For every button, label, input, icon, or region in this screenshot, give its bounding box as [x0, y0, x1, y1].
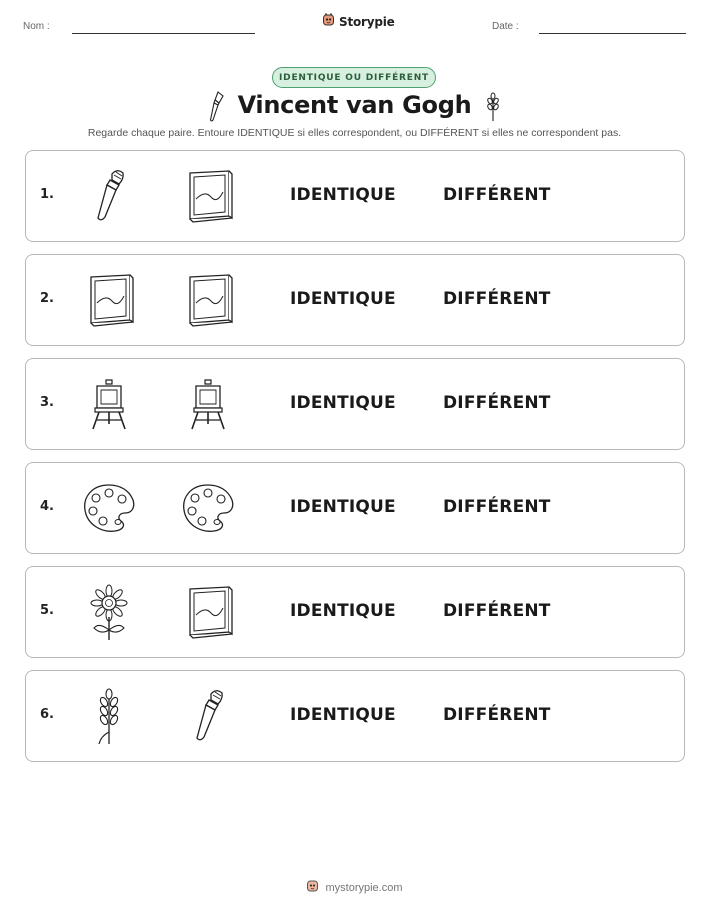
paintbrush-icon: [79, 166, 139, 226]
wheat-icon: [79, 686, 139, 746]
different-option[interactable]: DIFFÉRENT: [443, 185, 551, 205]
frame-icon: [178, 270, 238, 330]
question-row: [25, 462, 685, 554]
brand-logo: [322, 12, 395, 31]
frame-icon: [178, 582, 238, 642]
question-row: [25, 670, 685, 762]
storypie-mascot-icon: [322, 12, 335, 31]
question-row: [25, 254, 685, 346]
question-number: 4.: [40, 499, 54, 514]
palette-icon: [79, 478, 139, 538]
identique-option[interactable]: IDENTIQUE: [290, 497, 396, 517]
different-option[interactable]: DIFFÉRENT: [443, 497, 551, 517]
different-option[interactable]: DIFFÉRENT: [443, 705, 551, 725]
sunflower-icon: [79, 582, 139, 642]
name-label: Nom :: [23, 21, 50, 32]
question-number: 3.: [40, 395, 54, 410]
palette-icon: [178, 478, 238, 538]
storypie-mascot-icon: [306, 878, 319, 897]
footer: [0, 878, 709, 897]
date-label: Date :: [492, 21, 519, 32]
different-option[interactable]: DIFFÉRENT: [443, 393, 551, 413]
page-title: Vincent van Gogh: [237, 91, 472, 119]
question-number: 2.: [40, 291, 54, 306]
different-option[interactable]: DIFFÉRENT: [443, 289, 551, 309]
question-row: [25, 150, 685, 242]
footer-url[interactable]: mystorypie.com: [325, 881, 403, 894]
date-field[interactable]: [539, 33, 686, 34]
name-field[interactable]: [72, 33, 255, 34]
different-option[interactable]: DIFFÉRENT: [443, 601, 551, 621]
easel-icon: [79, 374, 139, 434]
identique-option[interactable]: IDENTIQUE: [290, 601, 396, 621]
question-number: 5.: [40, 603, 54, 618]
frame-icon: [178, 166, 238, 226]
question-number: 6.: [40, 707, 54, 722]
brand-name: Storypie: [339, 14, 395, 29]
question-row: [25, 566, 685, 658]
activity-badge: IDENTIQUE OU DIFFÉRENT: [272, 67, 436, 88]
wheat-icon: [483, 91, 503, 127]
question-row: [25, 358, 685, 450]
question-number: 1.: [40, 187, 54, 202]
instructions: Regarde chaque paire. Entoure IDENTIQUE si elles correspondent, ou DIFFÉRENT si elles ne correspondent pas.: [87, 127, 622, 139]
identique-option[interactable]: IDENTIQUE: [290, 185, 396, 205]
easel-icon: [178, 374, 238, 434]
identique-option[interactable]: IDENTIQUE: [290, 705, 396, 725]
frame-icon: [79, 270, 139, 330]
identique-option[interactable]: IDENTIQUE: [290, 393, 396, 413]
paintbrush-icon: [178, 686, 238, 746]
identique-option[interactable]: IDENTIQUE: [290, 289, 396, 309]
